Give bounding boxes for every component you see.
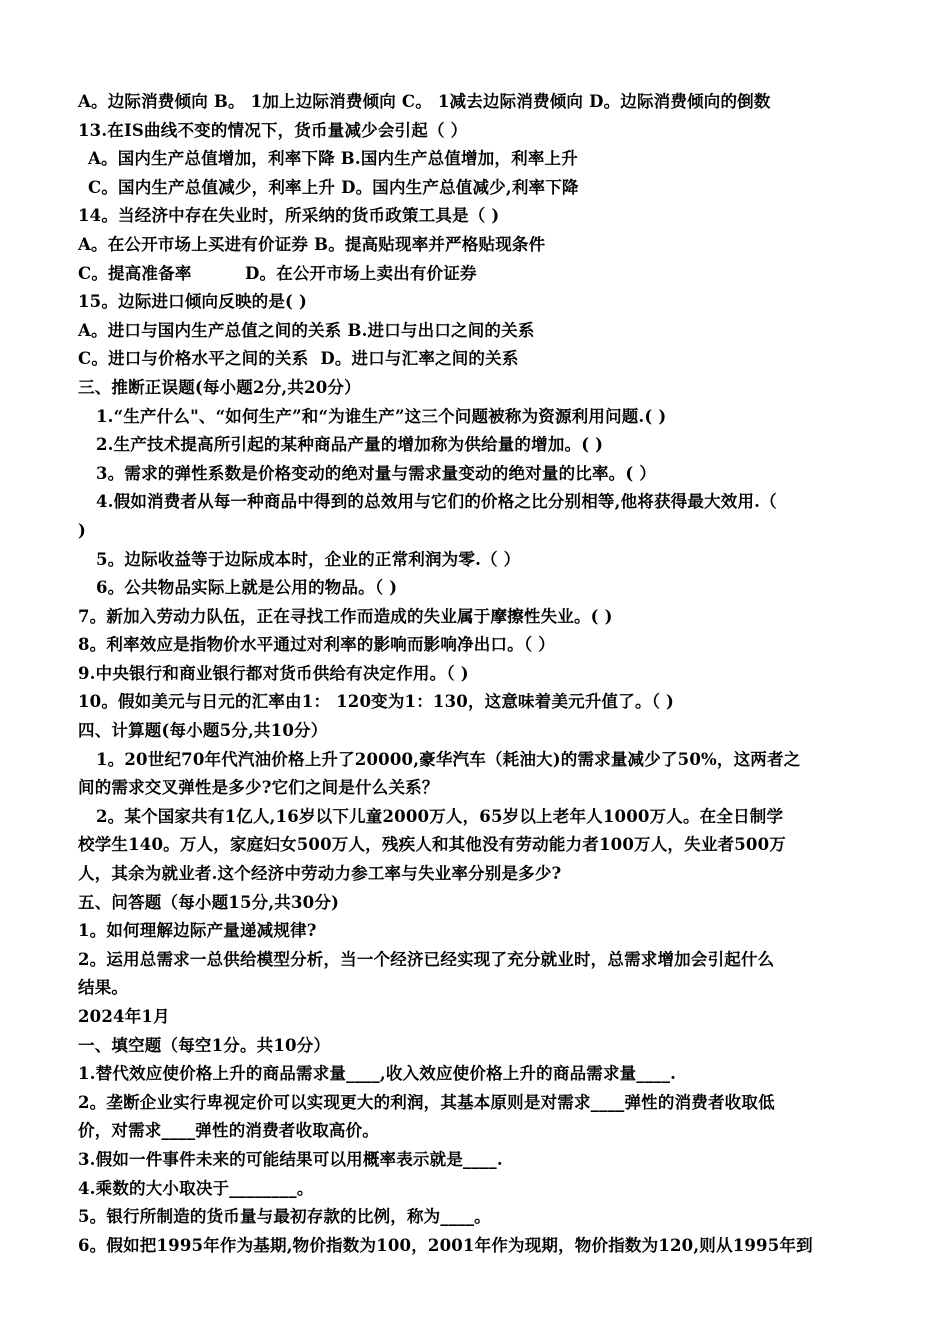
option-line-12: A。边际消费倾向 B。 1加上边际消费倾向 C。 1减去边际消费倾向 D。边际消费倾向的倒数 [78,92,771,111]
calc-item-2-cont-a: 校学生140。万人，家庭妇女500万人，残疾人和其他没有劳动能力者100万人，失业者500万 [78,835,786,855]
tf-item-6: 6。公共物品实际上就是公用的物品。（ ) [96,578,398,598]
fill-item-2-cont: 价，对需求____弹性的消费者收取高价。 [78,1121,379,1141]
exam-date: 2024年1月 [78,1007,170,1026]
option-line-14a: A。在公开市场上买进有价证券 B。提高贴现率并严格贴现条件 [78,234,546,254]
calc-item-1: 1。20世纪70年代汽油价格上升了20000,豪华汽车（耗油大)的需求量减少了50%，这两者之 [96,749,801,769]
section-5-heading: 五、问答题（每小题15分,共30分) [78,892,340,912]
tf-item-3: 3。需求的弹性系数是价格变动的绝对量与需求量变动的绝对量的比率。( ） [96,463,657,483]
option-line-14b: C。提高准备率 D。在公开市场上卖出有价证券 [78,263,477,283]
question-13: 13.在IS曲线不变的情况下，货币量减少会引起（ ） [78,120,468,140]
essay-item-2-cont: 结果。 [78,978,129,998]
tf-item-4: 4.假如消费者从每一种商品中得到的总效用与它们的价格之比分别相等,他将获得最大效用.（ [96,492,777,512]
option-line-13a: A。国内生产总值增加，利率下降 B.国内生产总值增加，利率上升 [88,149,578,169]
fill-item-6: 6。假如把1995年作为基期,物价指数为100，2001年作为现期，物价指数为120,则从1995年到 [78,1235,813,1255]
fill-item-1: 1.替代效应使价格上升的商品需求量____,收入效应使价格上升的商品需求量____. [78,1064,677,1084]
tf-item-4-cont: ) [78,520,87,540]
fill-item-3: 3.假如一件事件未来的可能结果可以用概率表示就是____. [78,1149,503,1169]
option-line-15a: A。进口与国内生产总值之间的关系 B.进口与出口之间的关系 [78,320,535,340]
essay-item-1: 1。如何理解边际产量递减规律? [78,921,317,941]
document-page [78,88,878,1260]
tf-item-1: 1.“生产什么"、“如何生产”和“为谁生产”这三个问题被称为资源利用问题.( ) [96,406,667,426]
section-3-heading: 三、推断正误题(每小题2分,共20分） [78,377,361,397]
tf-item-10: 10。假如美元与日元的汇率由1： 120变为1：130，这意味着美元升值了。（ ) [78,692,675,712]
fill-item-5: 5。银行所制造的货币量与最初存款的比例，称为____。 [78,1207,491,1227]
calc-item-2-cont-b: 人，其余为就业者.这个经济中劳动力参工率与失业率分别是多少? [78,864,562,884]
question-14: 14。当经济中存在失业时，所采纳的货币政策工具是（ ) [78,206,500,226]
question-15: 15。边际进口倾向反映的是( ) [78,292,308,312]
tf-item-2: 2.生产技术提高所引起的某种商品产量的增加称为供给量的增加。( ) [96,435,604,455]
section-4-heading: 四、计算题(每小题5分,共10分） [78,721,328,741]
tf-item-7: 7。新加入劳动力队伍，正在寻找工作而造成的失业属于摩擦性失业。( ) [78,606,613,626]
option-line-13b: C。国内生产总值减少，利率上升 D。国内生产总值减少,利率下降 [88,177,579,197]
fill-item-4: 4.乘数的大小取决于________。 [78,1178,314,1198]
option-line-15b: C。进口与价格水平之间的关系 D。进口与汇率之间的关系 [78,349,519,369]
tf-item-8: 8。利率效应是指物价水平通过对利率的影响而影响净出口。（ ） [78,635,555,655]
tf-item-9: 9.中央银行和商业银行都对货币供给有决定作用。（ ) [78,663,469,683]
fill-item-2: 2。垄断企业实行卑视定价可以实现更大的利润，其基本原则是对需求____弹性的消费者收取低 [78,1092,775,1112]
tf-item-5: 5。边际收益等于边际成本时，企业的正常利润为零.（ ） [96,549,521,569]
calc-item-1-cont: 间的需求交叉弹性是多少?它们之间是什么关系？ [78,778,439,798]
section-1-heading: 一、填空题（每空1分。共10分） [78,1035,331,1055]
calc-item-2: 2。某个国家共有1亿人,16岁以下儿童2000万人，65岁以上老年人1000万人。在全日制学 [96,806,784,826]
essay-item-2: 2。运用总需求一总供给模型分析，当一个经济已经实现了充分就业时，总需求增加会引起什么 [78,949,775,969]
